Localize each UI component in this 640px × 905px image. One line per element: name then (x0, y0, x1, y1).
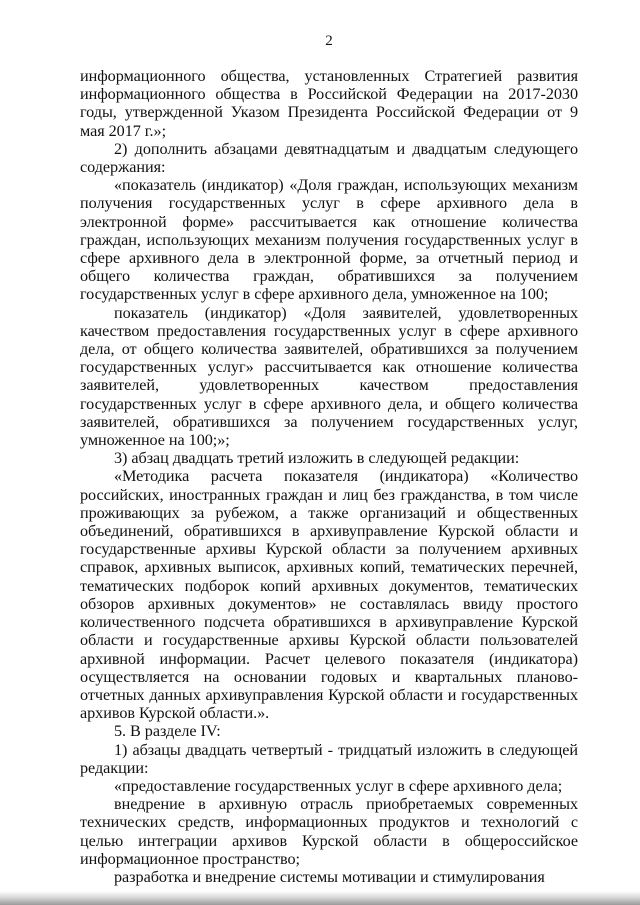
paragraph-development: разработка и внедрение системы мотивации и стимулирования (114, 867, 545, 886)
paragraph-item-3: 3) абзац двадцать третий изложить в следующей редакции: (114, 449, 520, 468)
paragraph-item-2: 2) дополнить абзацами девятнадцатым и двадцатым следующего содержания: (80, 139, 578, 177)
paragraph-implementation: внедрение в архивную отрасль приобретаемых современных технических средств, информационных продуктов и технологий с целью интеграции архивов Курской области в общероссийское информационное пространство; (80, 795, 578, 868)
paragraph-continuation: информационного общества, установленных Стратегией развития информационного общества в Российской Федерации на 2017-2030 годы, утвержденной Указом Президента Российской Федерации от 9 мая 2017 г.»; (80, 67, 578, 140)
paragraph-services: «предоставление государственных услуг в сфере архивного дела; (114, 776, 563, 795)
paragraph-methodology: «Методика расчета показателя (индикатора) «Количество российских, иностранных граждан и лиц без гражданства, в том числе проживающих за рубежом, а также организаций и общественных объединений, обратившихся в архивуправление Курской области и государственные архивы Курской области за получением архивных справок, архивных выписок, архивных копий, тематических перечней, тематических подборок копий архивных документов, тематических обзоров архивных документов» не составлялась ввиду простого количественного подсчета обратившихся в архивуправление Курской области и государственные архивы Курской области пользователей архивной информации. Расчет целевого показателя (индикатора) осуществляется на основании годовых и квартальных планово-отчетных данных архивуправления Курской области и государственных архивов Курской области.». (80, 467, 578, 723)
paragraph-section-5-item-1: 1) абзацы двадцать четвертый - тридцатый изложить в следующей редакции: (80, 740, 578, 777)
scan-bottom-edge (0, 891, 640, 905)
paragraph-indicator-applicants: показатель (индикатор) «Доля заявителей, удовлетворенных качеством предоставления государственных услуг в сфере архивного дела, от общего количества заявителей, обратившихся за получением государственных услуг» рассчитывается как отношение количества заявителей, удовлетворенных качеством предоставления государственных услуг в сфере архивного дела, и общего количества заявителей, обратившихся за получением государственных услуг, умноженное на 100;»; (80, 303, 578, 450)
paragraph-section-5: 5. В разделе IV: (114, 722, 221, 741)
paragraph-indicator-citizens: «показатель (индикатор) «Доля граждан, использующих механизм получения государственных услуг в сфере архивного дела в электронной форме» рассчитывается как отношение количества граждан, использующих механизм получения государственных услуг в сфере архивного дела в электронной форме, за отчетный период и общего количества граждан, обратившихся за получением государственных услуг в сфере архивного дела, умноженное на 100; (80, 176, 578, 304)
page-number: 2 (325, 33, 333, 49)
